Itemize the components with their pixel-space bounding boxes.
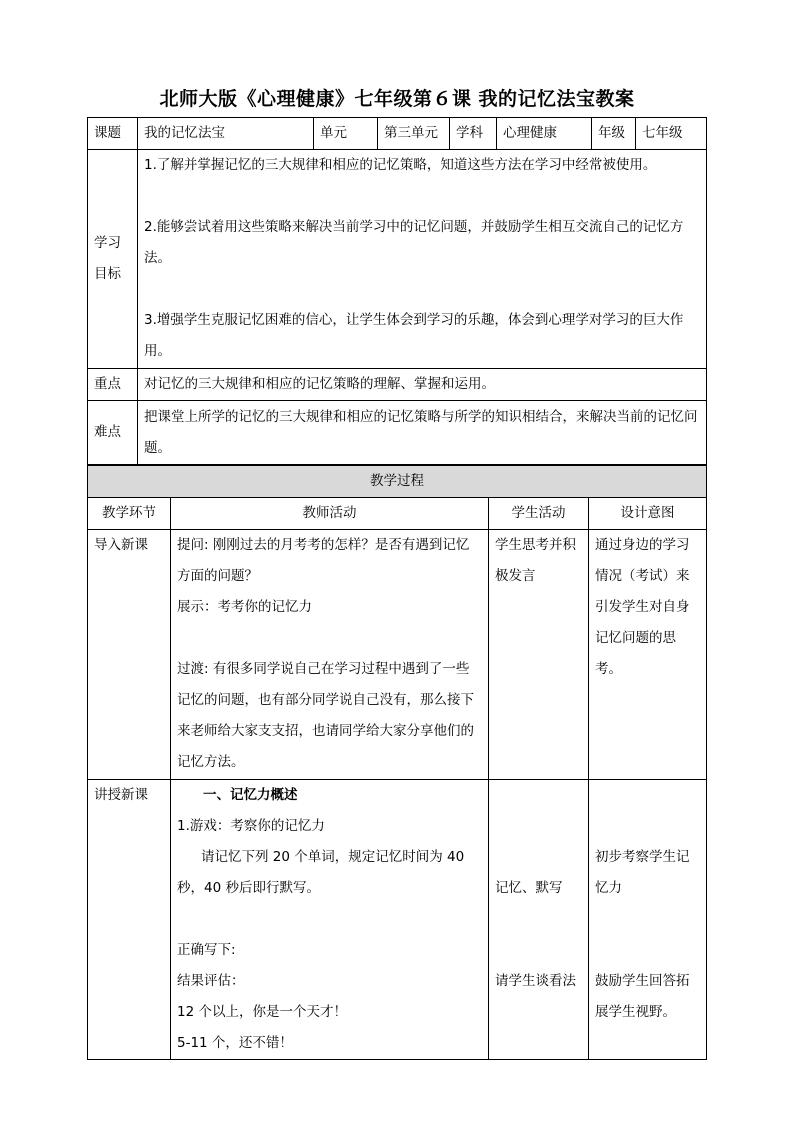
teach-design-intent xyxy=(589,780,707,1060)
intro-transition: 过渡: 有很多同学说自己在学习过程中遇到了一些记忆的问题，也有部分同学说自己没有，那么接下来老师给大家支支招，也请同学给大家分享他们的记忆方法。 xyxy=(177,661,474,770)
teach-correct: 正确写下: xyxy=(177,942,236,958)
column-header-intent: 设计意图 xyxy=(589,498,707,530)
teach-student-activity xyxy=(489,780,589,1060)
teach-teacher-activity xyxy=(171,780,489,1060)
teach-student-1: 记忆、默写 xyxy=(495,880,563,896)
objectives-cell xyxy=(138,150,707,369)
process-heading: 教学过程 xyxy=(88,466,707,498)
objectives-label xyxy=(88,150,138,369)
objective-3: 3.增强学生克服记忆困难的信心，让学生体会到学习的乐趣，体会到心理学对学习的巨大作用。 xyxy=(144,312,684,359)
intro-stage: 导入新课 xyxy=(88,530,171,780)
teach-game: 1.游戏：考察你的记忆力 xyxy=(177,818,325,834)
teach-intent-2: 鼓励学生回答拓展学生视野。 xyxy=(595,973,690,1020)
topic-label: 课题 xyxy=(88,118,138,150)
objectives-label-line-2: 目标 xyxy=(94,266,121,282)
intro-design-intent: 通过身边的学习情况（考试）来引发学生对自身记忆问题的思考。 xyxy=(589,530,707,780)
lesson-info-table xyxy=(87,117,707,465)
subject-value: 心理健康 xyxy=(497,118,592,150)
key-point-label: 重点 xyxy=(88,369,138,401)
key-point-value: 对记忆的三大规律和相应的记忆策略的理解、掌握和运用。 xyxy=(138,369,707,401)
grade-value: 七年级 xyxy=(636,118,707,150)
difficult-point-label: 难点 xyxy=(88,401,138,465)
difficult-point-value: 把课堂上所学的记忆的三大规律和相应的记忆策略与所学的知识相结合，来解决当前的记忆问题。 xyxy=(138,401,707,465)
teaching-process-table xyxy=(87,465,707,1060)
teach-evaluation: 结果评估： xyxy=(177,973,245,989)
column-header-teacher: 教师活动 xyxy=(171,498,489,530)
topic-value: 我的记忆法宝 xyxy=(138,118,314,150)
column-header-stage: 教学环节 xyxy=(88,498,171,530)
teach-result-1: 12 个以上，你是一个天才！ xyxy=(177,1004,347,1020)
intro-show: 展示：考考你的记忆力 xyxy=(177,599,312,615)
unit-label: 单元 xyxy=(314,118,378,150)
teach-intent-1: 初步考察学生记忆力 xyxy=(595,849,690,896)
teach-stage: 讲授新课 xyxy=(88,780,171,1060)
grade-label: 年级 xyxy=(592,118,636,150)
teach-section-heading: 一、记忆力概述 xyxy=(203,787,298,803)
unit-value: 第三单元 xyxy=(378,118,450,150)
teach-instruction: 请记忆下列 20 个单词，规定记忆时间为 40 秒，40 秒后即行默写。 xyxy=(177,849,465,896)
intro-student-activity: 学生思考并积极发言 xyxy=(489,530,589,780)
intro-question: 提问: 刚刚过去的月考考的怎样？是否有遇到记忆方面的问题？ xyxy=(177,537,470,584)
teach-student-2: 请学生谈看法 xyxy=(495,973,576,989)
objectives-label-line-1: 学习 xyxy=(94,235,121,251)
page-title: 北师大版《心理健康》七年级第６课 我的记忆法宝教案 xyxy=(159,88,635,110)
subject-label: 学科 xyxy=(450,118,497,150)
column-header-student: 学生活动 xyxy=(489,498,589,530)
teach-result-2: 5-11 个，还不错！ xyxy=(177,1035,293,1051)
objective-1: 1.了解并掌握记忆的三大规律和相应的记忆策略，知道这些方法在学习中经常被使用。 xyxy=(144,157,657,173)
objective-2: 2.能够尝试着用这些策略来解决当前学习中的记忆问题，并鼓励学生相互交流自己的记忆方法。 xyxy=(144,219,684,266)
intro-teacher-activity xyxy=(171,530,489,780)
